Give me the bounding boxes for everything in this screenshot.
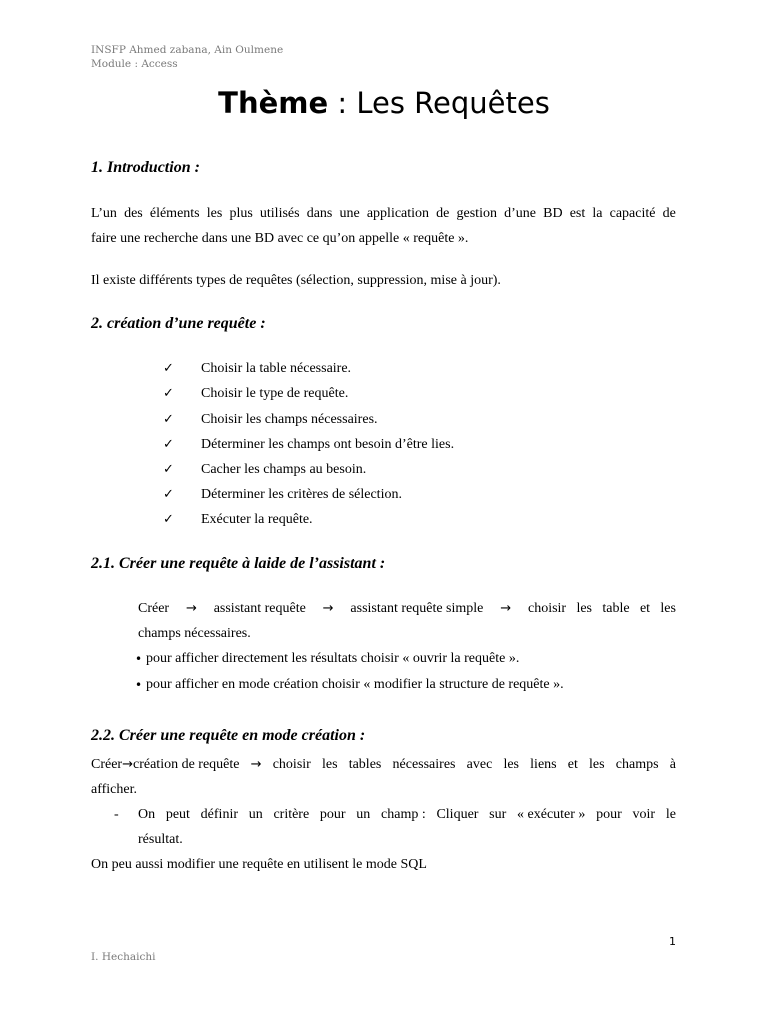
intro-word: éléments <box>149 206 200 221</box>
check-icon: ✓ <box>163 462 174 477</box>
list-item: Exécuter la requête. <box>201 512 313 527</box>
design-word: les <box>321 757 338 772</box>
design-word: champs <box>615 757 659 772</box>
design-word: liens <box>530 757 557 772</box>
list-item: Cacher les champs au besoin. <box>201 462 367 477</box>
arrow-right-icon: → <box>250 757 262 772</box>
heading-assistant: 2.1. Créer une requête à laide de l’assistant : <box>91 555 386 572</box>
intro-word: application <box>366 206 430 221</box>
heading-design-mode: 2.2. Créer une requête en mode création : <box>91 727 366 744</box>
arrow-right-icon: → <box>185 601 197 616</box>
assistant-word: table <box>602 601 630 616</box>
dash-word: On <box>138 807 156 822</box>
intro-word: de <box>436 206 450 221</box>
list-item: Déterminer les critères de sélection. <box>201 487 402 502</box>
intro-word: la <box>592 206 603 221</box>
assistant-word: les <box>576 601 593 616</box>
assistant-step-choose <box>528 602 676 616</box>
intro-word: des <box>124 206 143 221</box>
design-dash-line2: résultat. <box>138 832 183 847</box>
dash-word: critère <box>273 807 310 822</box>
design-step-creation: création de requête <box>133 757 240 772</box>
assistant-word: et <box>639 601 651 616</box>
arrow-right-icon: → <box>500 601 512 616</box>
check-icon: ✓ <box>163 386 174 401</box>
dash-word: le <box>665 807 676 822</box>
dash-word: un <box>356 807 371 822</box>
intro-word: est <box>569 206 586 221</box>
dash-word: voir <box>632 807 656 822</box>
check-icon: ✓ <box>163 437 174 452</box>
design-dash-line1 <box>138 808 676 822</box>
footer-author: I. Hechaichi <box>91 951 156 963</box>
intro-word: dans <box>306 206 333 221</box>
intro-word: L’un <box>91 206 117 221</box>
dash-word: champ : <box>381 807 426 822</box>
assistant-step-simple: assistant requête simple <box>350 601 484 616</box>
dash-word: un <box>248 807 263 822</box>
page-title-text: : Les Requêtes <box>328 86 550 120</box>
header-module: Module : Access <box>91 58 178 70</box>
dash-word: pour <box>596 807 622 822</box>
intro-word: d’une <box>504 206 536 221</box>
intro-types-paragraph: Il existe différents types de requêtes (sélection, suppression, mise à jour). <box>91 273 501 288</box>
intro-word: BD <box>543 206 563 221</box>
list-item: Choisir la table nécessaire. <box>201 361 352 376</box>
check-icon: ✓ <box>163 487 174 502</box>
design-word: les <box>503 757 520 772</box>
intro-word: une <box>339 206 360 221</box>
design-word: nécessaires <box>392 757 456 772</box>
assistant-bullet-open: pour afficher directement les résultats choisir « ouvrir la requête ». <box>146 651 520 666</box>
bullet-icon: • <box>135 678 143 692</box>
arrow-right-icon: → <box>122 757 133 772</box>
intro-word: utilisés <box>259 206 300 221</box>
dash-word: « exécuter » <box>517 807 586 822</box>
design-word: et <box>567 757 578 772</box>
design-step-create-label: Créer <box>91 757 123 772</box>
assistant-word: les <box>660 601 676 616</box>
list-item: Déterminer les champs ont besoin d’être lies. <box>201 437 455 452</box>
assistant-word: choisir <box>527 601 567 616</box>
intro-word: gestion <box>456 206 497 221</box>
page-title-label: Thème <box>218 86 329 120</box>
dash-word: sur <box>489 807 507 822</box>
design-steps-line1 <box>91 758 676 772</box>
heading-creation: 2. création d’une requête : <box>91 315 266 332</box>
assistant-steps-line2: champs nécessaires. <box>138 626 251 641</box>
assistant-steps-line1 <box>138 602 676 616</box>
assistant-step-assistant: assistant requête <box>213 601 306 616</box>
check-icon: ✓ <box>163 512 174 527</box>
assistant-step-create: Créer <box>138 601 170 616</box>
arrow-right-icon: → <box>322 601 334 616</box>
design-word: choisir <box>272 757 311 772</box>
intro-word: de <box>662 206 676 221</box>
intro-word: capacité <box>609 206 656 221</box>
dash-word: peut <box>165 807 190 822</box>
check-icon: ✓ <box>163 361 174 376</box>
dash-icon: - <box>114 807 119 822</box>
design-step-create <box>91 758 240 772</box>
intro-paragraph-line1 <box>91 207 676 221</box>
page-number: 1 <box>669 935 676 948</box>
assistant-bullet-modify: pour afficher en mode création choisir « modifier la structure de requête ». <box>146 677 564 692</box>
design-word: les <box>589 757 605 772</box>
heading-introduction: 1. Introduction : <box>91 159 200 176</box>
intro-paragraph-line2: faire une recherche dans une BD avec ce qu’on appelle « requête ». <box>91 231 469 246</box>
bullet-icon: • <box>135 652 143 666</box>
intro-word: plus <box>229 206 253 221</box>
header-institution: INSFP Ahmed zabana, Ain Oulmene <box>91 44 284 56</box>
design-steps-line2: afficher. <box>91 782 137 797</box>
page-title <box>0 86 768 120</box>
design-word: avec <box>466 757 493 772</box>
dash-word: pour <box>319 807 346 822</box>
design-word: tables <box>348 757 382 772</box>
intro-word: les <box>206 206 223 221</box>
check-icon: ✓ <box>163 412 174 427</box>
design-word: à <box>669 757 676 772</box>
dash-word: Cliquer <box>436 807 479 822</box>
dash-word: définir <box>200 807 238 822</box>
list-item: Choisir les champs nécessaires. <box>201 412 378 427</box>
design-closing-sentence: On peu aussi modifier une requête en utilisent le mode SQL <box>91 857 427 872</box>
list-item: Choisir le type de requête. <box>201 386 349 401</box>
